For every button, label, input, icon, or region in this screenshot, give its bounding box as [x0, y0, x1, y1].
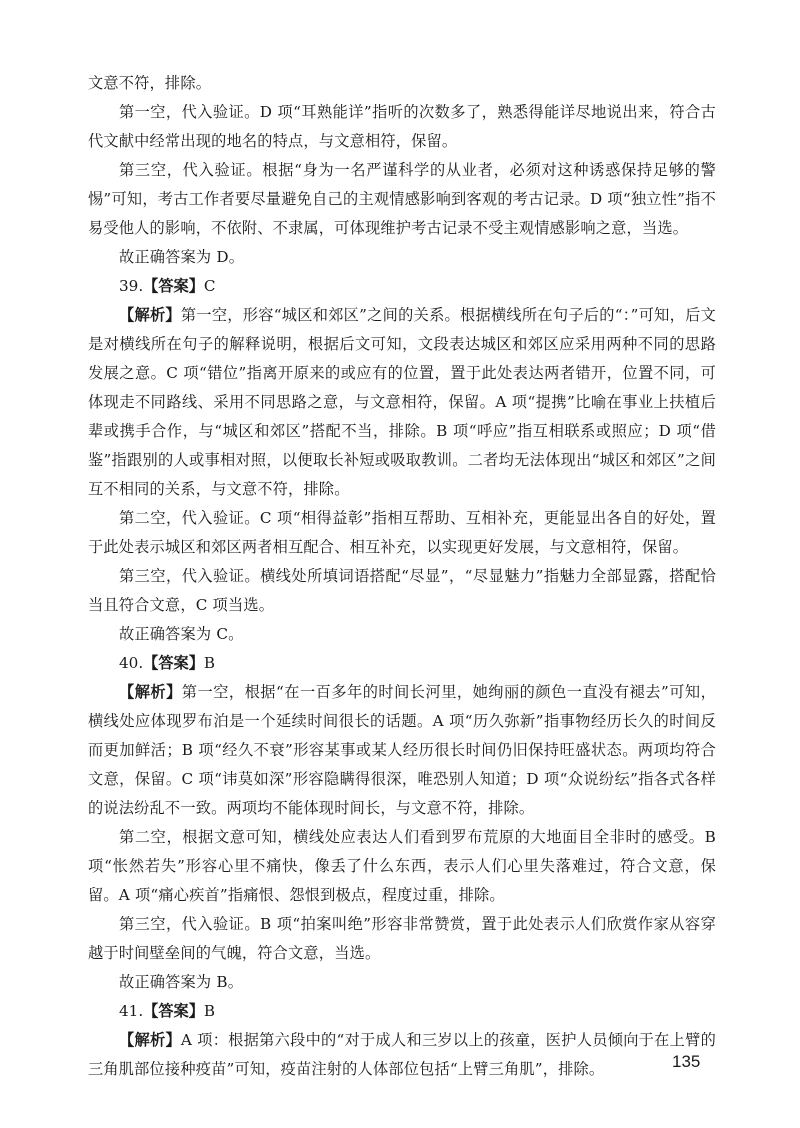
answer-letter: C — [203, 277, 216, 295]
paragraph: 第二空，代入验证。C 项“相得益彰”指相互帮助、互相补充，更能显出各自的好处，置于此处表示城区和郊区两者相互配合、相互补充，以实现更好发展，与文意相符，保留。 — [88, 509, 716, 556]
answer-conclusion: 故正确答案为 B。 — [119, 973, 244, 991]
paragraph: 第一空，代入验证。D 项“耳熟能详”指听的次数多了，熟悉得能详尽地说出来，符合古代文献中经常出现的地名的特点，与文意相符，保留。 — [88, 103, 716, 150]
answer-label: 【答案】 — [143, 654, 204, 672]
analysis-label: 【解析】 — [119, 306, 181, 324]
question-number: 41. — [119, 1002, 144, 1020]
paragraph: 第二空，根据文意可知，横线处应表达人们看到罗布荒原的大地面目全非时的感受。B 项“怅然若失”形容心里不痛快，像丢了什么东西，表示人们心里失落难过，符合文意，保留。A 项“痛心疾首”指痛恨、怨恨到极点，程度过重，排除。 — [88, 828, 716, 904]
question-answer-header-39 — [88, 272, 716, 301]
analysis-paragraph-39 — [88, 301, 716, 504]
analysis-text: A 项：根据第六段中的“对于成人和三岁以上的孩童，医护人员倾向于在上臂的三角肌部位接种疫苗”可知，疫苗注射的人体部位包括“上臂三角肌”，排除。 — [88, 1031, 716, 1078]
question-answer-header-40 — [88, 649, 716, 678]
answer-letter: B — [203, 654, 216, 672]
paragraph: 第三空，代入验证。根据“身为一名严谨科学的从业者，必须对这种诱惑保持足够的警惕”可知，考古工作者要尽量避免自己的主观情感影响到客观的考古记录。D 项“独立性”指不易受他人的影响，不依附、不隶属，可体现维护考古记录不受主观情感影响之意，当选。 — [88, 161, 716, 237]
analysis-text: 第一空，根据“在一百多年的时间长河里，她绚丽的颜色一直没有褪去”可知，横线处应体现罗布泊是一个延续时间很长的话题。A 项“历久弥新”指事物经历长久的时间反而更加鲜活；B 项“经久不衰”形容某事或某人经历很长时间仍旧保持旺盛状态。两项均符合文意，保留。C 项“讳莫如深”形容隐瞒得很深，唯恐别人知道；D 项“众说纷纭”指各式各样的说法纷乱不一致。两项均不能体现时间长，与文意不符，排除。 — [88, 683, 716, 817]
analysis-label: 【解析】 — [119, 1031, 181, 1049]
answer-label: 【答案】 — [143, 277, 204, 295]
paragraph: 第三空，代入验证。B 项“拍案叫绝”形容非常赞赏，置于此处表示人们欣赏作家从容穿越于时间壁垒间的气魄，符合文意，当选。 — [88, 915, 716, 962]
page-number: 135 — [672, 1052, 701, 1071]
question-answer-header-41 — [88, 997, 716, 1026]
question-number: 40. — [119, 654, 144, 672]
page-content — [88, 69, 716, 1084]
answer-conclusion: 故正确答案为 D。 — [119, 248, 245, 266]
analysis-label: 【解析】 — [119, 683, 182, 701]
paragraph: 文意不符，排除。 — [88, 74, 212, 92]
analysis-paragraph-41 — [88, 1026, 716, 1084]
answer-label: 【答案】 — [143, 1002, 204, 1020]
question-number: 39. — [119, 277, 144, 295]
answer-conclusion: 故正确答案为 C。 — [119, 625, 244, 643]
paragraph: 第三空，代入验证。横线处所填词语搭配“尽显”，“尽显魅力”指魅力全部显露，搭配恰当且符合文意，C 项当选。 — [88, 567, 716, 614]
analysis-text: 第一空，形容“城区和郊区”之间的关系。根据横线所在句子后的“：”可知，后文是对横线所在句子的解释说明，根据后文可知，文段表达城区和郊区应采用两种不同的思路发展之意。C 项“错位”指离开原来的或应有的位置，置于此处表达两者错开，位置不同，可体现走不同路线、采用不同思路之意，与文意相符，保留。A 项“提携”比喻在事业上扶植后辈或携手合作，与“城区和郊区”搭配不当，排除。B 项“呼应”指互相联系或照应；D 项“借鉴”指跟别的人或事相对照，以便取长补短或吸取教训。二者均无法体现出“城区和郊区”之间互不相同的关系，与文意不符，排除。 — [88, 306, 716, 498]
answer-letter: B — [203, 1002, 216, 1020]
analysis-paragraph-40 — [88, 678, 716, 823]
